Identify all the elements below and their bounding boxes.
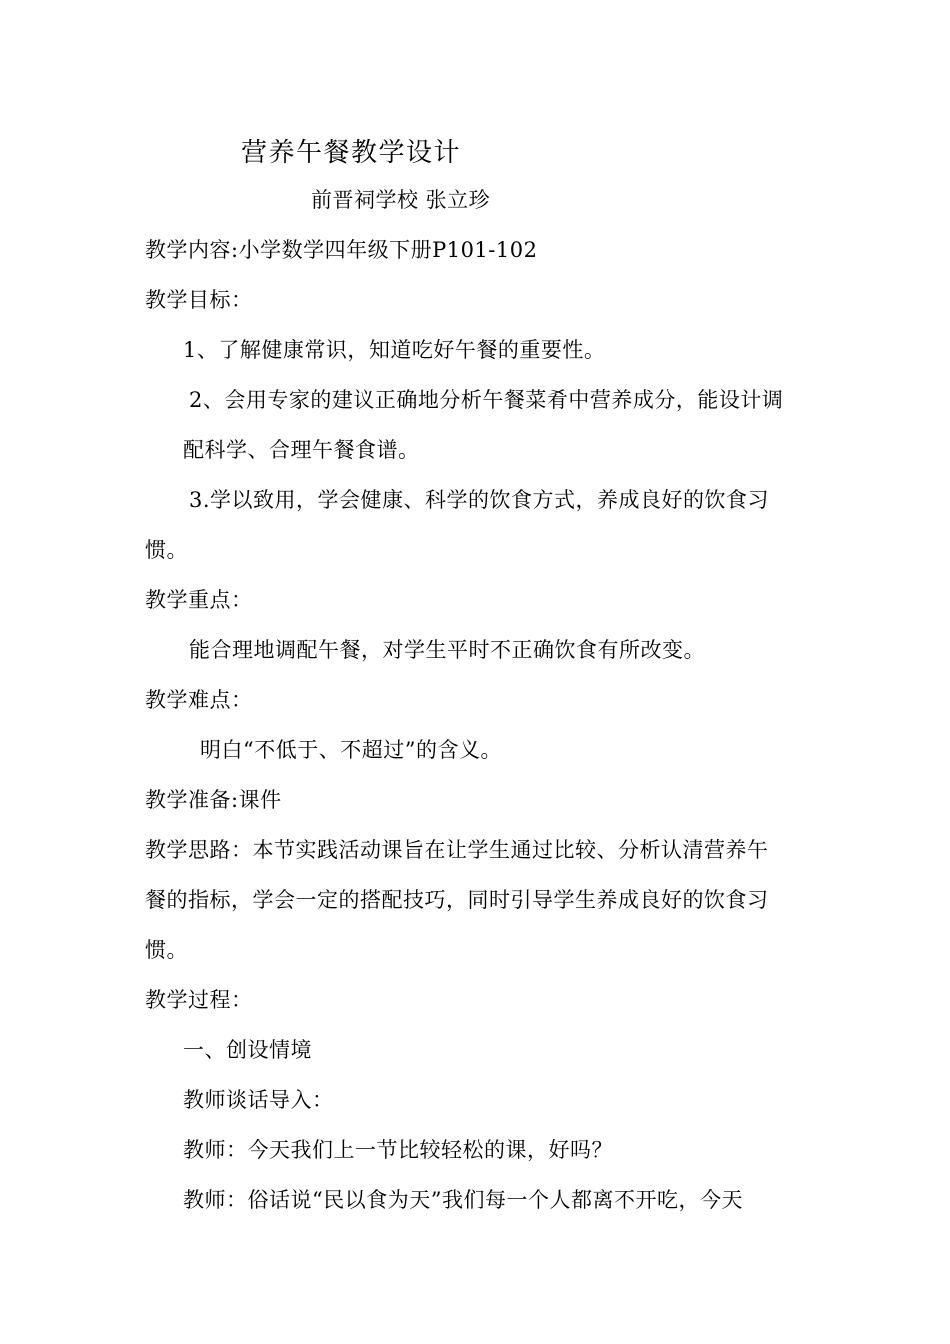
teaching-idea-line-1: 教学思路：本节实践活动课旨在让学生通过比较、分析认清营养午 <box>145 838 769 862</box>
difficulty-text: 明白“不低于、不超过”的含义。 <box>200 738 502 762</box>
preparation-line: 教学准备:课件 <box>145 788 282 812</box>
step-1-heading: 一、创设情境 <box>183 1038 312 1062</box>
document-title: 营养午餐教学设计 <box>241 138 462 168</box>
goal-1: 1、了解健康常识，知道吃好午餐的重要性。 <box>183 338 606 362</box>
teaching-idea-line-3: 惯。 <box>145 938 188 962</box>
goal-3-line-1: 3.学以致用，学会健康、科学的饮食方式，养成良好的饮食习 <box>189 488 770 512</box>
goal-2-line-2: 配科学、合理午餐食谱。 <box>183 438 420 462</box>
goals-heading: 教学目标： <box>145 288 253 312</box>
goal-2-line-1: 2、会用专家的建议正确地分析午餐菜肴中营养成分，能设计调 <box>189 388 784 412</box>
teacher-line-2: 教师：俗话说“民以食为天”我们每一个人都离不开吃，今天 <box>183 1188 743 1212</box>
process-heading: 教学过程： <box>145 988 253 1012</box>
teaching-idea-line-2: 餐的指标，学会一定的搭配技巧，同时引导学生养成良好的饮食习 <box>145 888 769 912</box>
teaching-content: 教学内容:小学数学四年级下册P101-102 <box>145 238 538 262</box>
key-points-text: 能合理地调配午餐，对学生平时不正确饮食有所改变。 <box>189 638 705 662</box>
difficulty-heading: 教学难点： <box>145 688 253 712</box>
goal-3-line-2: 惯。 <box>145 538 188 562</box>
key-points-heading: 教学重点： <box>145 588 253 612</box>
author-line: 前晋祠学校 张立珍 <box>311 188 491 212</box>
teacher-intro: 教师谈话导入： <box>183 1088 334 1112</box>
teacher-line-1: 教师：今天我们上一节比较轻松的课，好吗？ <box>183 1138 613 1162</box>
